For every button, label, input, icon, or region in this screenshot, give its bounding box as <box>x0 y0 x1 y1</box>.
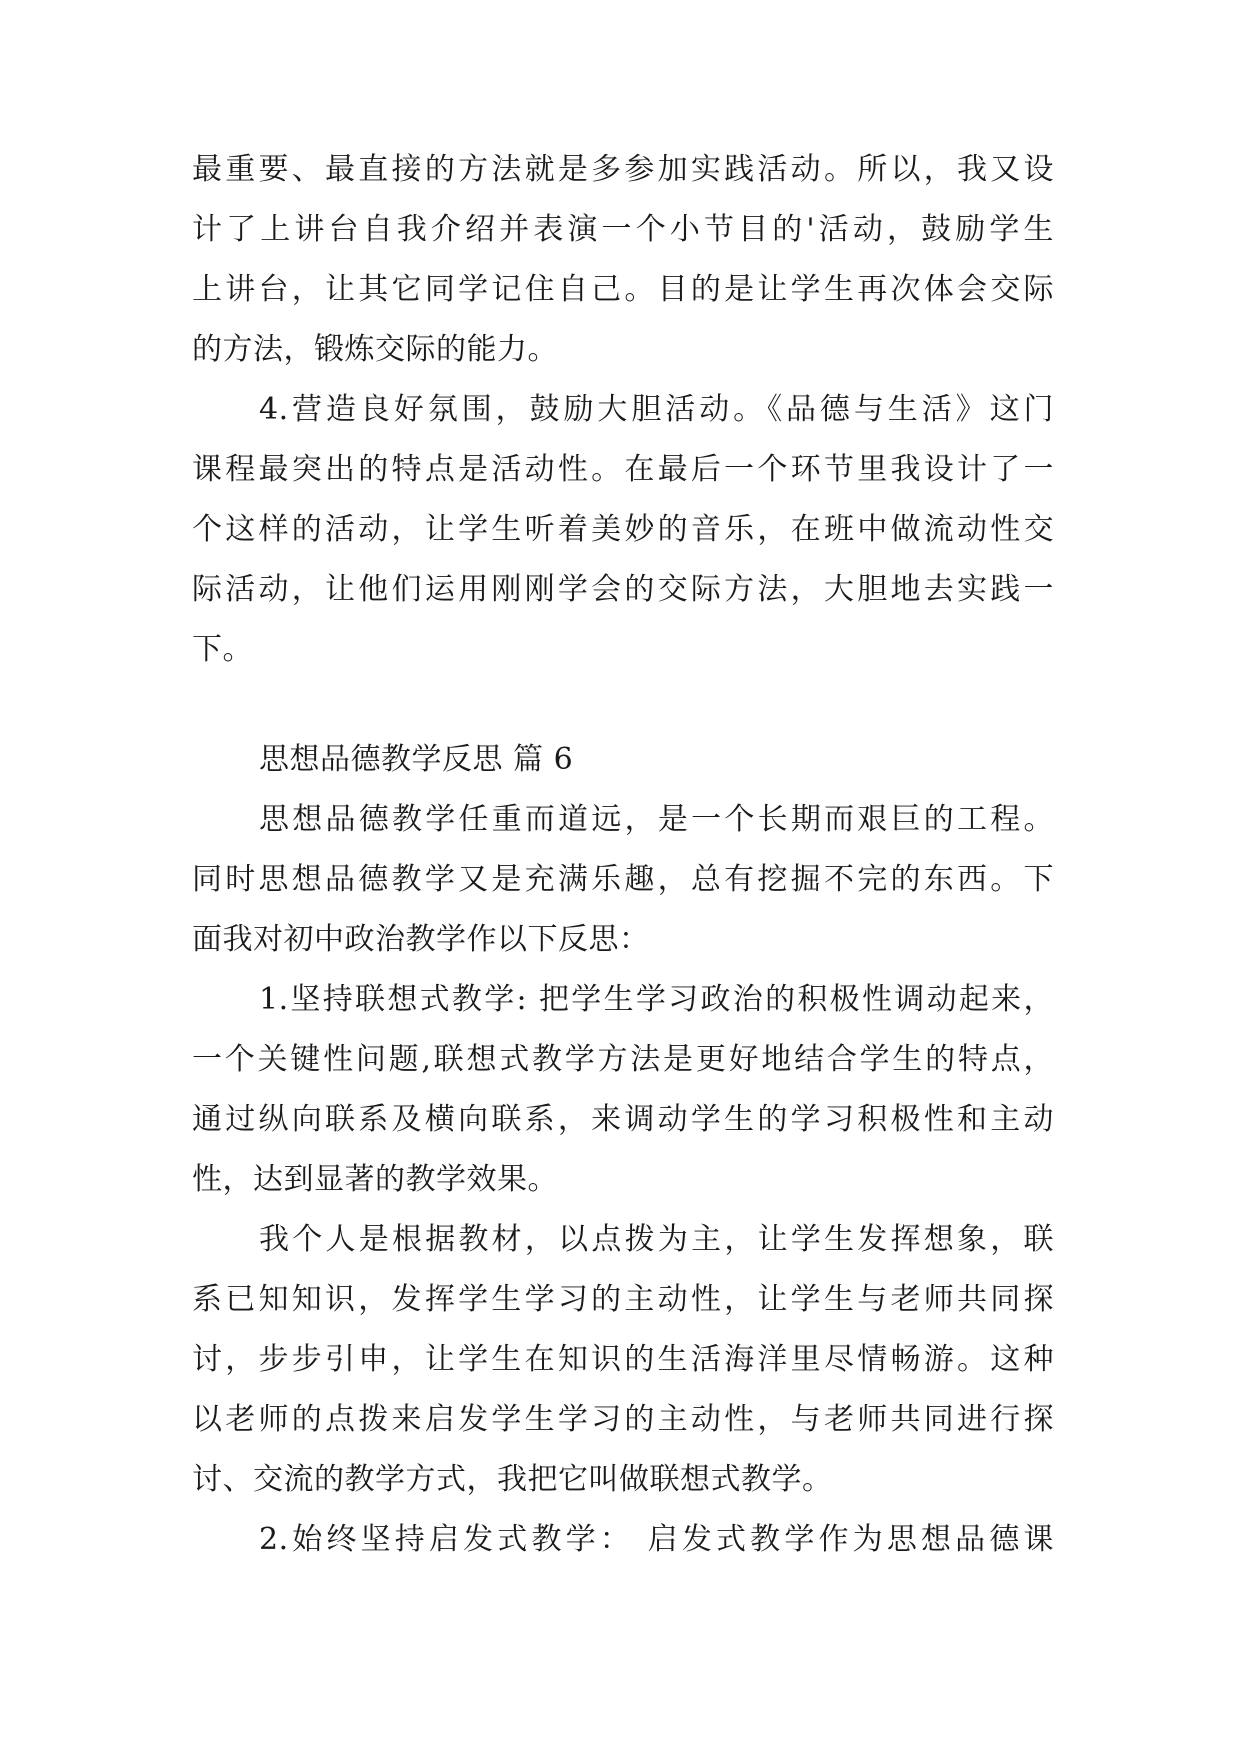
text-line: 同时思想品德教学又是充满乐趣，总有挖掘不完的东西。下 <box>192 862 1054 897</box>
text-line: 课程最突出的特点是活动性。在最后一个环节里我设计了一 <box>192 452 1054 487</box>
text-line: 讨，步步引申，让学生在知识的生活海洋里尽情畅游。这种 <box>192 1342 1054 1377</box>
text-line: 以老师的点拨来启发学生学习的主动性，与老师共同进行探 <box>192 1402 1054 1437</box>
text-line: 个这样的活动，让学生听着美妙的音乐，在班中做流动性交 <box>192 512 1054 547</box>
text-line: 际活动，让他们运用刚刚学会的交际方法，大胆地去实践一 <box>192 572 1054 607</box>
text-line: 1.坚持联想式教学: 把学生学习政治的积极性调动起来， <box>259 982 1054 1017</box>
text-line: 一个关键性问题,联想式教学方法是更好地结合学生的特点， <box>192 1042 1054 1077</box>
section-heading: 思想品德教学反思 篇 6 <box>259 742 574 777</box>
text-line: 性，达到显著的教学效果。 <box>192 1162 558 1197</box>
text-line: 思想品德教学任重而道远，是一个长期而艰巨的工程。 <box>259 802 1054 837</box>
text-line: 系已知知识，发挥学生学习的主动性，让学生与老师共同探 <box>192 1282 1054 1317</box>
text-line: 上讲台，让其它同学记住自己。目的是让学生再次体会交际 <box>192 272 1054 307</box>
text-line: 最重要、最直接的方法就是多参加实践活动。所以，我又设 <box>192 152 1054 187</box>
text-line: 4.营造良好氛围，鼓励大胆活动。《品德与生活》这门 <box>259 392 1054 427</box>
text-line: 面我对初中政治教学作以下反思： <box>192 922 650 957</box>
text-line: 2.始终坚持启发式教学： 启发式教学作为思想品德课 <box>259 1522 1054 1557</box>
text-line: 讨、交流的教学方式，我把它叫做联想式教学。 <box>192 1462 833 1497</box>
text-line: 通过纵向联系及横向联系，来调动学生的学习积极性和主动 <box>192 1102 1054 1137</box>
text-line: 下。 <box>192 632 253 667</box>
text-line: 我个人是根据教材，以点拨为主，让学生发挥想象，联 <box>259 1222 1054 1257</box>
text-line: 计了上讲台自我介绍并表演一个小节目的'活动，鼓励学生 <box>192 212 1054 247</box>
text-line: 的方法，锻炼交际的能力。 <box>192 332 558 367</box>
